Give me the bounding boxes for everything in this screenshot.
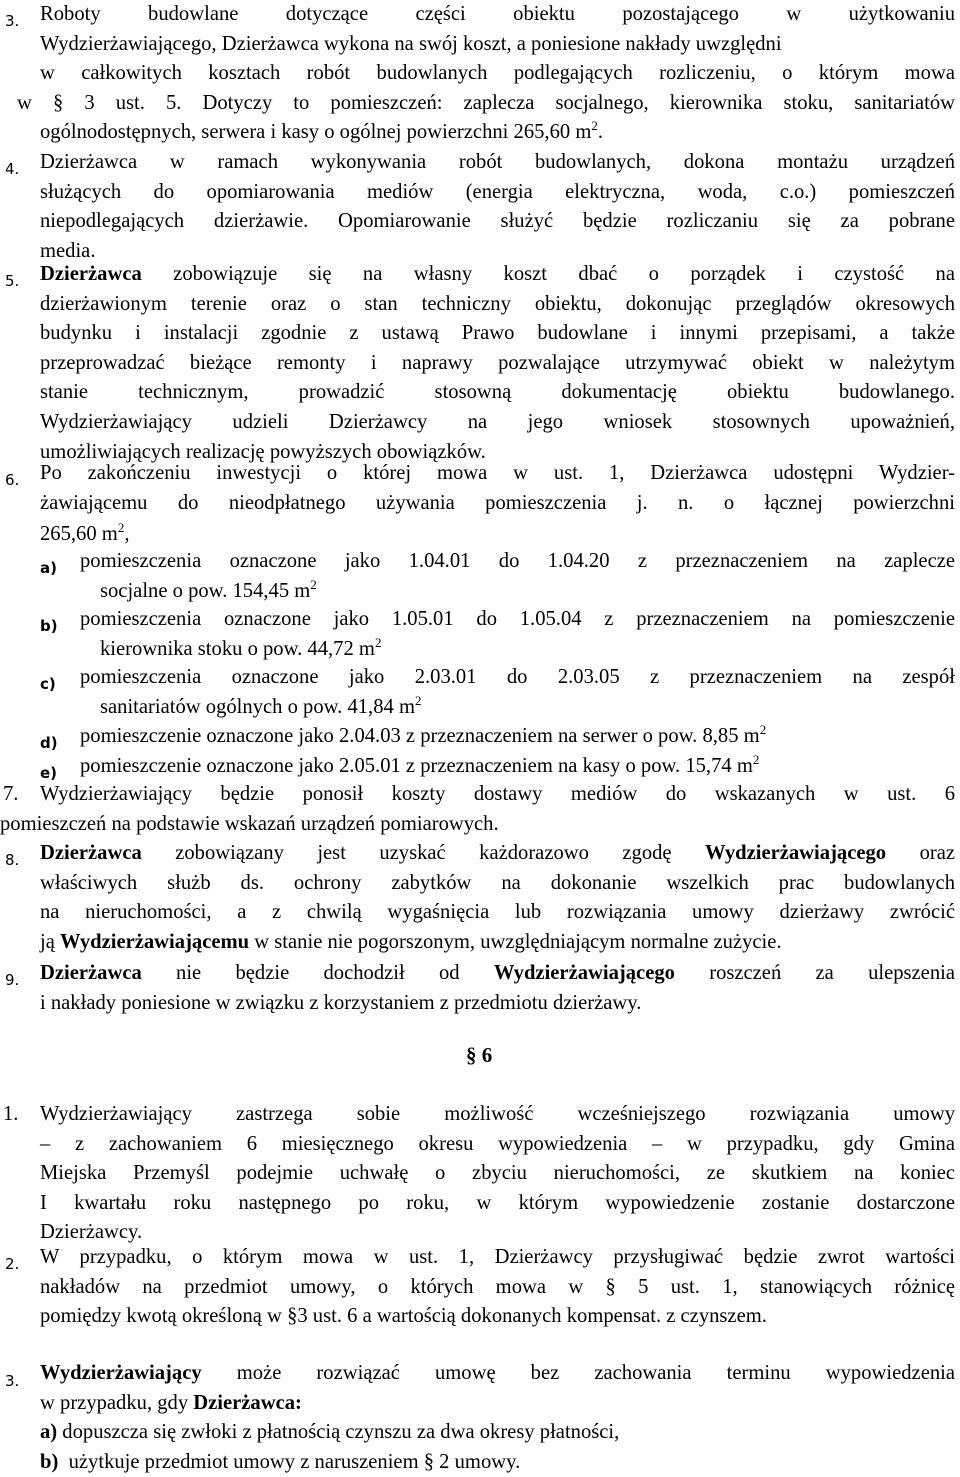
item-number-5: 5. [5, 272, 20, 290]
section-paragraph-1-line: Dzierżawcy. [40, 1221, 143, 1244]
paragraph-5-line: budynku i instalacji zgodnie z ustawą Prawo budowlane i innymi przepisami, a także [40, 322, 955, 345]
paragraph-8-line: właściwych służb ds. ochrony zabytków na dokonanie wszelkich prac budowlanych [40, 871, 955, 894]
item-number-6: 6. [5, 471, 20, 489]
paragraph-6 [40, 459, 955, 550]
section-paragraph-1-line: Miejska Przemyśl podejmie uchwałę o zbyciu nieruchomości, ze skutkiem na koniec [40, 1162, 955, 1185]
superscript: 2 [310, 577, 317, 592]
section-item-number-2: 2. [5, 1255, 20, 1273]
paragraph-3-line: Roboty budowlane dotyczące części obiektu pozostającego w użytkowaniu [40, 3, 955, 25]
section-paragraph-1 [40, 1100, 955, 1248]
section-paragraph-1-line: – z zachowaniem 6 miesięcznego okresu wypowiedzenia – w przypadku, gdy Gmina [40, 1132, 955, 1155]
superscript: 2 [759, 722, 767, 737]
item-number-9: 9. [5, 971, 20, 989]
subitem-line: pomieszczenia oznaczone jako 1.04.01 do 1.04.20 z przeznaczeniem na zaplecze [80, 550, 955, 572]
section-paragraph-3-line [40, 1418, 955, 1448]
area-text: sanitariatów ogólnych o pow. 41,84 m [100, 696, 415, 718]
text-run: w przypadku, gdy [40, 1391, 194, 1414]
section-paragraph-3 [40, 1359, 955, 1477]
party-name: Dzierżawca [40, 263, 142, 285]
text-run: może rozwiązać umowę bez zachowania terminu wypowiedzenia [201, 1362, 955, 1384]
paragraph-4-line: media. [40, 239, 96, 262]
text-run: oraz [886, 842, 955, 864]
paragraph-3-line: w całkowitych kosztach robót budowlanych podlegających rozliczeniu, o którym mowa [40, 62, 955, 85]
paragraph-7-line: pomieszczeń na podstawie wskazań urządzeń pomiarowych. [0, 812, 499, 835]
paragraph-9-line [40, 959, 955, 989]
subitem-line [80, 722, 955, 752]
superscript: 2 [117, 520, 125, 536]
paragraph-4-line: Dzierżawca w ramach wykonywania robót budowlanych, dokona montażu urządzeń [40, 151, 955, 173]
paragraph-3-line [40, 118, 955, 148]
paragraph-5-line: stanie technicznym, prowadzić stosowną dokumentację obiektu budowlanego. [40, 381, 955, 404]
paragraph-8-line [40, 839, 955, 869]
paragraph-5-line: umożliwiających realizację powyższych obowiązków. [40, 440, 486, 463]
superscript: 2 [374, 635, 382, 650]
paragraph-5-line: dzierżawionym terenie oraz o stan techniczny obiektu, dokonując przeglądów okresowych [40, 292, 955, 315]
paragraph-7-line: Wydzierżawiający będzie ponosił koszty dostawy mediów do wskazanych w ust. 6 [40, 783, 955, 805]
section-paragraph-1-line: I kwartału roku następnego po roku, w którym wypowiedzenie zostanie dostarczone [40, 1191, 955, 1214]
paragraph-9 [40, 959, 955, 1018]
paragraph-7 [0, 780, 955, 839]
paragraph-6-line: żawiającemu do nieodpłatnego używania pomieszczenia j. n. o łącznej powierzchni [40, 491, 955, 514]
paragraph-9-line: i nakłady poniesione w związku z korzystaniem z przedmiotu dzierżawy. [40, 991, 642, 1014]
superscript: 2 [414, 693, 422, 708]
section-paragraph-1-line: Wydzierżawiający zastrzega sobie możliwość wcześniejszego rozwiązania umowy [40, 1103, 955, 1125]
paragraph-3-line: w § 3 ust. 5. Dotyczy to pomieszczeń: zaplecza socjalnego, kierownika stoku, sanitariatów [17, 91, 955, 114]
section-paragraph-3-line [40, 1389, 955, 1419]
area-text: socjalne o pow. 154,45 m [100, 580, 311, 602]
area-text: kierownika stoku o pow. 44,72 m [100, 638, 375, 660]
paragraph-8 [40, 839, 955, 957]
party-name: Dzierżawca [40, 962, 142, 984]
party-name: Wydzierżawiający [40, 1362, 202, 1384]
section-paragraph-3-line [40, 1448, 955, 1477]
period: . [597, 121, 603, 144]
paragraph-8-line: na nieruchomości, a z chwilą wygaśnięcia lub rozwiązania umowy dzierżawy zwrócić [40, 901, 955, 924]
text-run: ją [40, 930, 61, 953]
paragraph-5-line [40, 260, 955, 290]
text-run: użytkuje przedmiot umowy z naruszeniem § 2 umowy. [58, 1450, 521, 1473]
paragraph-4 [40, 148, 955, 266]
paragraph-4-line: służących do opomiarowania mediów (energia elektryczna, woda, c.o.) pomieszczeń [40, 180, 955, 203]
subitem-line [100, 635, 955, 665]
subitem-line [100, 577, 955, 607]
paragraph-4-line: niepodlegających dzierżawie. Opomiarowanie służyć będzie rozliczaniu się za pobrane [40, 210, 955, 233]
subitem-label: b) [40, 617, 58, 635]
party-name: Dzierżawca: [193, 1391, 302, 1414]
list-label: b) [40, 1450, 59, 1473]
item-number-8: 8. [5, 851, 20, 869]
text-run: zobowiązany jest uzyskać każdorazowo zgodę [141, 842, 706, 864]
text-run: dopuszcza się zwłoki z płatnością czynszu za dwa okresy płatności, [57, 1421, 620, 1444]
section-paragraph-2-line: pomiędzy kwotą określoną w §3 ust. 6 a wartością dokonanych kompensat. z czynszem. [40, 1305, 767, 1328]
paragraph-5 [40, 260, 955, 467]
section-item-number-3: 3. [5, 1372, 20, 1390]
item-number-4: 4. [5, 160, 20, 178]
paragraph-3-line: Wydzierżawiającego, Dzierżawca wykona na swój koszt, a poniesione nakłady uwzględni [40, 32, 782, 55]
area-text: pomieszczenie oznaczone jako 2.05.01 z przeznaczeniem na kasy o pow. 15,74 m [80, 755, 753, 777]
comma: , [124, 523, 130, 546]
text-run: roszczeń za ulepszenia [674, 962, 955, 984]
section-heading: § 6 [466, 1043, 493, 1067]
subitem-label: c) [40, 675, 56, 693]
subitem-label: e) [40, 764, 58, 782]
text-run: zobowiązuje się na własny koszt dbać o porządek i czystość na [141, 263, 955, 285]
paragraph-6-line: Po zakończeniu inwestycji o której mowa w ust. 1, Dzierżawca udostępni Wydzier- [40, 462, 955, 484]
section-paragraph-2 [40, 1243, 955, 1332]
item-number-7: 7. [3, 783, 19, 805]
superscript: 2 [752, 752, 760, 767]
subitem-line [100, 693, 955, 723]
area-text: pomieszczenie oznaczone jako 2.04.03 z przeznaczeniem na serwer o pow. 8,85 m [80, 725, 760, 747]
party-name: Dzierżawca [40, 842, 142, 864]
subitem-label: a) [40, 559, 57, 577]
section-paragraph-2-line: nakładów na przedmiot umowy, o których mowa w § 5 ust. 1, stanowiących różnicę [40, 1275, 955, 1298]
area-text: ogólnodostępnych, serwera i kasy o ogólnej powierzchni 265,60 m [40, 121, 592, 144]
subitem-line [80, 752, 955, 782]
subitem-line: pomieszczenia oznaczone jako 2.03.01 do 2.03.05 z przeznaczeniem na zespół [80, 666, 955, 688]
superscript: 2 [591, 118, 598, 134]
section-item-number-1: 1. [3, 1103, 19, 1125]
subitem-line: pomieszczenia oznaczone jako 1.05.01 do 1.05.04 z przeznaczeniem na pomieszczenie [80, 608, 955, 630]
paragraph-5-line: Wydzierżawiający udzieli Dzierżawcy na jego wniosek stosownych upoważnień, [40, 410, 955, 433]
paragraph-5-line: przeprowadzać bieżące remonty i naprawy pozwalające utrzymywać obiekt w należytym [40, 351, 955, 374]
party-name: Wydzierżawiającemu [60, 930, 250, 953]
party-name: Wydzierżawiającego [705, 842, 887, 864]
paragraph-6-line [40, 520, 955, 550]
section-paragraph-3-line [40, 1359, 955, 1389]
party-name: Wydzierżawiającego [493, 962, 675, 984]
text-run: w stanie nie pogorszonym, uwzględniającym normalne zużycie. [249, 930, 782, 953]
text-run: nie będzie dochodził od [141, 962, 494, 984]
list-label: a) [40, 1421, 58, 1444]
area-text: 265,60 m [40, 523, 118, 546]
section-paragraph-2-line: W przypadku, o którym mowa w ust. 1, Dzierżawcy przysługiwać będzie zwrot wartości [40, 1246, 955, 1268]
paragraph-8-line [40, 928, 955, 958]
paragraph-3 [17, 0, 955, 148]
item-number-3: 3. [5, 12, 20, 30]
subitem-label: d) [40, 734, 58, 752]
